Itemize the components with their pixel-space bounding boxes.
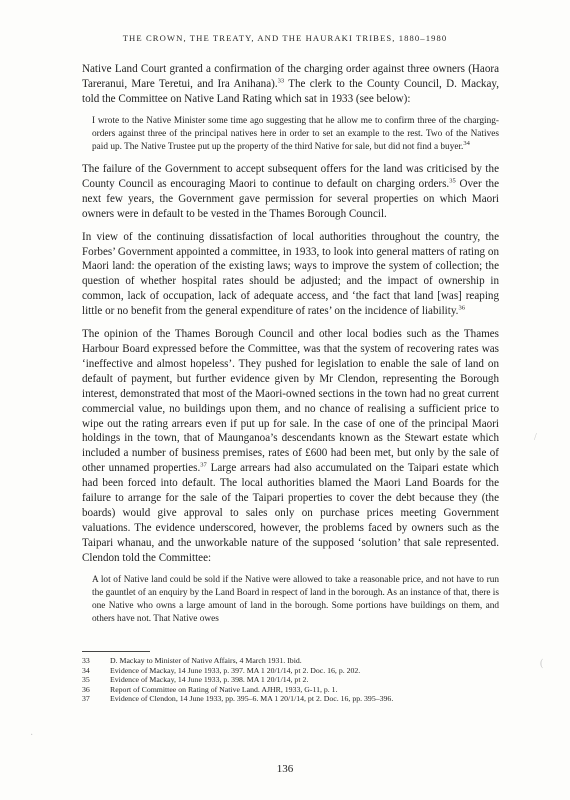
paragraph-2: The failure of the Government to accept subsequent offers for the land was criticised by the County Council as encouraging Maori to continue to default on charging orders.$^{35}$ Over the next few years, the Government gave permission for several properties on which Maori owners were in default to be vested in the Thames Borough Council. xyxy=(82,163,500,220)
block-quote-1: I wrote to the Native Minister some time ago suggesting that he allow me to confirm three of the charging-orders against three of the principal natives here in order to set an example to the rest. Two of the Natives paid up. The Native Trustee put up the property of the third Native for sale, but did not find a buyer.$^{34}$ xyxy=(92,115,499,152)
paragraph-1: Native Land Court granted a confirmation of the charging order against three owners (Haora Tareranui, Mare Teretui, and Ira Anihana).$^{33}$ The clerk to the County Council, D. Mackay, told the Committee on Native Land Rating which sat in 1933 (see below): xyxy=(82,63,499,105)
scan-dot-icon: · xyxy=(30,730,34,741)
paragraph-4: The opinion of the Thames Borough Council and other local bodies such as the Thames Harbour Board expressed before the Committee, was that the system of recovering rates was ‘ineffective and almost hopeless’. They pushed for legislation to enable the sale of land on default of payment, but further evidence given by Mr Clendon, representing the Borough interest, demonstrated that most of the Maori-owned sections in the town had no great current commercial value, no buildings upon them, and no chance of realising a sufficient price to wipe out the rating arrears even if put up for sale. In the case of one of the principal Maori holdings in the town, that of Maunganoa’s descendants known as the Stewart estate which included a number of business premises, rates of £600 had been met, but only by the sale of other unnamed properties.$^{37}$ Large arrears had also accumulated on the Taipari estate which had been forced into default. The local authorities blamed the Maori Land Boards for the failure to arrange for the sale of the Taipari properties to cover the debt because they (the boards) would give approval to sales only on purchase prices meeting Government valuations. The evidence underscored, however, the problems faced by owners such as the Taipari whanau, and the unworkable nature of the supposed ‘solution’ that sale represented. Clendon told the Committee: xyxy=(82,328,499,564)
margin-bracket-icon: ( xyxy=(540,658,544,669)
footnote-37: 37 Evidence of Clendon, 14 June 1933, pp. 395–6. MA 1 20/1/14, pt 2. Doc. 16, pp. 395–396. xyxy=(82,694,394,704)
footnote-ref-37[interactable]: 37 xyxy=(200,461,207,469)
block-quote-2: A lot of Native land could be sold if the Native were allowed to take a reasonable price, and not have to run the gauntlet of an enquiry by the Land Board in respect of land in the borough. As an instance of that, there is one Native who owns a large amount of land in the borough. Some portions have buildings on them, and others have not. That Native owes xyxy=(92,574,499,624)
footnote-ref-34[interactable]: 34 xyxy=(463,139,470,147)
margin-mark-icon: / xyxy=(534,432,537,443)
footnote-35: 35 Evidence of Mackay, 14 June 1933, p. 398. MA 1 20/1/14, pt 2. xyxy=(82,675,309,685)
footnote-36: 36 Report of Committee on Rating of Native Land. AJHR, 1933, G-11, p. 1. xyxy=(82,684,338,694)
page-number: 136 xyxy=(276,763,294,775)
footnotes xyxy=(82,656,502,704)
footnote-ref-36[interactable]: 36 xyxy=(458,304,465,312)
footnote-ref-33[interactable]: 33 xyxy=(277,77,285,85)
footnote-divider xyxy=(82,651,150,652)
footnote-33: 33 D. Mackay to Minister of Native Affairs, 4 March 1931. Ibid. xyxy=(82,656,302,665)
paragraph-3: In view of the continuing dissatisfaction of local authorities throughout the country, the Forbes’ Government appointed a committee, in 1933, to look into general matters of rating on Maori land: the operation of the existing laws; ways to improve the system of collection; the question of whether hospital rates should be adjusted; and the impact of ownership in common, lack of occupation, lack of adequate access, and ‘the fact that land [was] reaping little or no benefit from the general expenditure of rates’ on the incidence of liability.$^{36}$ xyxy=(82,230,499,318)
footnote-34: 34 Evidence of Mackay, 14 June 1933, p. 397. MA 1 20/1/14, pt 2. Doc. 16, p. 202. xyxy=(82,665,361,675)
running-header: THE CROWN, THE TREATY, AND THE HAURAKI TRIBES, 1880–1980 xyxy=(122,33,448,43)
footnote-ref-35[interactable]: 35 xyxy=(449,177,456,185)
body-text xyxy=(82,62,499,634)
